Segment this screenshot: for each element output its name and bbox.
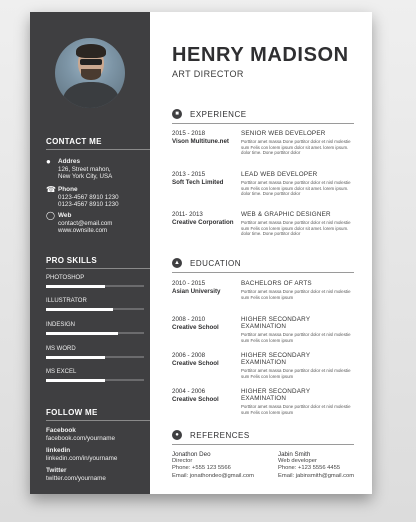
contact-line: 0123-4567 8910 1230 bbox=[58, 193, 119, 201]
skills-divider bbox=[46, 268, 150, 269]
twitter-link[interactable]: twitter.com/yourname bbox=[46, 474, 106, 482]
skills-heading: PRO SKILLS bbox=[46, 256, 98, 265]
entry-years: 2015 - 2018 bbox=[172, 130, 206, 137]
reference-email[interactable]: Email: jabinsmith@gmail.com bbox=[278, 472, 355, 479]
entry-years: 2013 - 2015 bbox=[172, 171, 206, 178]
contact-label: Addres bbox=[58, 158, 81, 165]
skill-bar bbox=[46, 285, 144, 287]
skill-item bbox=[46, 346, 144, 358]
experience-entry bbox=[172, 211, 356, 237]
entry-description: Porttitor amet massa Done porttitor dolor et nisl molestie sum Felis con lorem ipsum bbox=[241, 332, 351, 343]
facebook-link[interactable]: facebook.com/yourname bbox=[46, 434, 115, 442]
skill-bar bbox=[46, 379, 144, 381]
skill-bar-fill bbox=[46, 308, 113, 311]
entry-description: Porttitor amet massa Done porttitor dolor et nisl molestie sum Felis con lorem ipsum dolor sit amet. lorem ipsum. dolor time. Done porttitor dolor bbox=[241, 139, 351, 156]
contact-phone bbox=[46, 186, 146, 209]
profile-title: ART DIRECTOR bbox=[172, 69, 244, 79]
resume-sheet bbox=[30, 12, 372, 494]
experience-entry bbox=[172, 130, 356, 156]
entry-description: Porttitor amet massa Done porttitor dolor et nisl molestie sum Felis con lorem ipsum bbox=[241, 368, 351, 379]
follow-linkedin bbox=[46, 447, 117, 462]
follow-network: Facebook bbox=[46, 427, 76, 434]
skill-bar-fill bbox=[46, 332, 118, 335]
skill-bar bbox=[46, 308, 144, 310]
contact-website-link[interactable]: www.ownsite.com bbox=[58, 227, 108, 234]
entry-title: HIGHER SECONDARY EXAMINATION bbox=[241, 388, 311, 402]
entry-title: HIGHER SECONDARY EXAMINATION bbox=[241, 316, 311, 330]
entry-org: Creative Corporation bbox=[172, 219, 234, 226]
entry-org: Vison Multitune.net bbox=[172, 138, 229, 145]
entry-title: HIGHER SECONDARY EXAMINATION bbox=[241, 352, 311, 366]
avatar bbox=[55, 38, 125, 108]
contact-line: 0123-4567 8910 1230 bbox=[58, 201, 119, 208]
entry-org: Creative School bbox=[172, 396, 219, 403]
follow-heading: FOLLOW ME bbox=[46, 408, 98, 417]
skill-item bbox=[46, 275, 144, 287]
entry-description: Porttitor amet massa Done porttitor dolor et nisl molestie sum Felis con lorem ipsum bbox=[241, 404, 351, 415]
entry-description: Porttitor amet massa Done porttitor dolor et nisl molestie sum Felis con lorem ipsum dolor sit amet. lorem ipsum. dolor time. Done porttitor dolor bbox=[241, 220, 351, 237]
contact-label: Web bbox=[58, 212, 72, 219]
reference-item bbox=[278, 451, 354, 480]
skill-item bbox=[46, 298, 144, 310]
briefcase-icon: ■ bbox=[172, 109, 182, 119]
entry-years: 2010 - 2015 bbox=[172, 280, 206, 287]
entry-org: Soft Tech Limited bbox=[172, 179, 224, 186]
skill-bar-fill bbox=[46, 356, 105, 359]
entry-title: BACHELORS OF ARTS bbox=[241, 280, 312, 287]
follow-network: linkedin bbox=[46, 447, 71, 454]
references-divider bbox=[172, 444, 354, 445]
experience-entry bbox=[172, 171, 356, 197]
phone-icon: ☎ bbox=[46, 185, 56, 194]
avatar-beard bbox=[81, 69, 101, 80]
reference-email[interactable]: Email: jonathondeo@gmail.com bbox=[172, 472, 254, 479]
sidebar bbox=[30, 12, 150, 494]
contact-line: 126, Street mahon, bbox=[58, 165, 111, 173]
follow-twitter bbox=[46, 467, 106, 482]
skill-label: MS EXCEL bbox=[46, 369, 77, 375]
follow-divider bbox=[46, 420, 150, 421]
location-pin-icon: ● bbox=[46, 157, 51, 166]
entry-years: 2008 - 2010 bbox=[172, 316, 206, 323]
education-entry bbox=[172, 280, 356, 300]
contact-card-icon: ● bbox=[172, 430, 182, 440]
reference-item bbox=[172, 451, 254, 480]
reference-role: Director bbox=[172, 458, 193, 465]
reference-name: Jonathon Deo bbox=[172, 451, 211, 458]
contact-line: New York City, USA bbox=[58, 173, 113, 180]
skill-bar bbox=[46, 356, 144, 358]
contact-address bbox=[46, 158, 146, 181]
reference-phone: Phone: +555 123 5566 bbox=[172, 465, 231, 472]
profile-name: HENRY MADISON bbox=[172, 44, 349, 66]
entry-title: LEAD WEB DEVELOPER bbox=[241, 171, 318, 178]
avatar-hair bbox=[76, 44, 106, 58]
contact-heading: CONTACT ME bbox=[46, 137, 102, 146]
education-entry bbox=[172, 316, 356, 343]
entry-years: 2011- 2013 bbox=[172, 211, 203, 218]
entry-title: WEB & GRAPHIC DESIGNER bbox=[241, 211, 331, 218]
graduation-cap-icon: ▲ bbox=[172, 258, 182, 268]
avatar-body bbox=[63, 82, 119, 108]
education-entry bbox=[172, 388, 356, 415]
skill-label: PHOTOSHOP bbox=[46, 275, 85, 281]
entry-years: 2006 - 2008 bbox=[172, 352, 206, 359]
contact-label: Phone bbox=[58, 186, 78, 193]
entry-org: Creative School bbox=[172, 324, 219, 331]
skill-label: INDESIGN bbox=[46, 322, 76, 328]
avatar-glasses bbox=[80, 59, 102, 65]
experience-section-header bbox=[172, 109, 247, 119]
skill-bar-fill bbox=[46, 285, 105, 288]
skill-item bbox=[46, 322, 144, 334]
reference-role: Web developer bbox=[278, 458, 317, 465]
linkedin-link[interactable]: linkedin.com/in/yourname bbox=[46, 454, 118, 462]
education-section-header bbox=[172, 258, 241, 268]
follow-network: Twitter bbox=[46, 467, 67, 474]
contact-web bbox=[46, 212, 146, 235]
skill-bar-fill bbox=[46, 379, 105, 382]
main-content bbox=[150, 12, 372, 494]
references-heading: REFERENCES bbox=[190, 430, 250, 440]
contact-email-link[interactable]: contact@email.com bbox=[58, 219, 113, 227]
references-section-header bbox=[172, 430, 250, 440]
experience-heading: EXPERIENCE bbox=[190, 109, 247, 119]
contact-divider bbox=[46, 149, 150, 150]
entry-org: Asian University bbox=[172, 288, 221, 295]
reference-name: Jabin Smith bbox=[278, 451, 311, 458]
entry-description: Porttitor amet massa Done porttitor dolor et nisl molestie sum Felis con lorem ipsum dolor sit amet. lorem ipsum. dolor time. Done porttitor dolor bbox=[241, 180, 351, 197]
follow-facebook bbox=[46, 427, 115, 442]
skill-label: ILLUSTRATOR bbox=[46, 298, 87, 304]
education-divider bbox=[172, 272, 354, 273]
reference-phone: Phone: +123 5556 4455 bbox=[278, 465, 341, 472]
skill-label: MS WORD bbox=[46, 346, 76, 352]
entry-org: Creative School bbox=[172, 360, 219, 367]
experience-divider bbox=[172, 123, 354, 124]
entry-title: SENIOR WEB DEVELOPER bbox=[241, 130, 326, 137]
education-heading: EDUCATION bbox=[190, 258, 242, 268]
entry-description: Porttitor amet massa Done porttitor dolor et nisl molestie sum Felis con lorem ipsum bbox=[241, 289, 351, 300]
skill-item bbox=[46, 369, 144, 381]
entry-years: 2004 - 2006 bbox=[172, 388, 206, 395]
education-entry bbox=[172, 352, 356, 379]
skill-bar bbox=[46, 332, 144, 334]
globe-icon: ◯ bbox=[46, 211, 55, 220]
